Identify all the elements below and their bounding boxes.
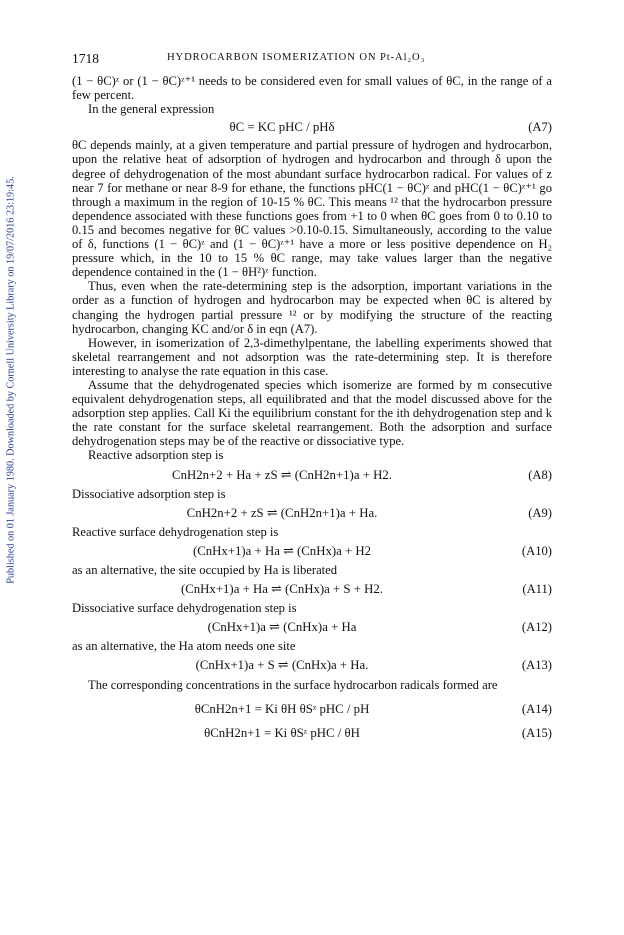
step-label: as an alternative, the site occupied by Ha is liberated	[72, 563, 338, 577]
step-label: Dissociative adsorption step is	[72, 486, 226, 501]
download-watermark	[0, 100, 22, 660]
step-label: Reactive adsorption step is	[88, 448, 224, 463]
paragraph: Thus, even when the rate-determining step is the adsorption, important variations in the order as a function of hydrogen and hydrocarbon may be expected when θC is altered by changing the hydrogen partial pressure ¹² or by modifying the structure of the reacting hydrocarbon, changing KC and/or δ in eqn (A7).	[72, 279, 552, 336]
step-label: Reactive surface dehydrogenation step is	[72, 524, 279, 539]
equation-number: (A12)	[521, 620, 552, 635]
paragraph: In the general expression	[88, 102, 215, 117]
equation-A7	[72, 120, 552, 134]
page-number: 1718	[72, 51, 99, 66]
equation-number: (A9)	[528, 505, 552, 520]
equation-number: (A10)	[521, 543, 552, 558]
equation-number: (A13)	[521, 658, 552, 673]
equation-body: θCnH2n+1 = Ki θSᶻ pHC / θH	[204, 725, 360, 740]
equation-body: θC = KC pHC / pHδ	[229, 120, 335, 135]
paragraph: Assume that the dehydrogenated species which isomerize are formed by m consecutive equivalent dehydrogenation steps, all equilibrated and that the model discussed above for the adsorption step applies. Call Ki the equilibrium constant for the ith dehydrogenation step and k the rate constant for the surface skeletal rearrangement. Both the adsorption and surface dehydrogenation steps may be of the reactive or dissociative type.	[72, 377, 552, 449]
article-body	[72, 74, 552, 750]
equation-body: θCnH2n+1 = Ki θH θSᶻ pHC / pH	[194, 701, 370, 716]
equation-number: (A11)	[522, 582, 552, 597]
equation-number: (A15)	[521, 725, 552, 740]
equation-body: (CnHx+1)a ⇌ (CnHx)a + Ha	[207, 620, 357, 635]
equation-A13	[72, 658, 552, 672]
step-label: Dissociative surface dehydrogenation step is	[72, 601, 297, 616]
paragraph: θC depends mainly, at a given temperature and partial pressure of hydrogen and hydrocarbon, upon the relative heat of adsorption of hydrogen and hydrocarbon and through δ upon the degree of dehydrogenation of the most abundant surface hydrocarbon radical. For values of z near 7 for methane or near 8-9 for ethane, the functions pHC(1 − θC)ᶻ and pHC(1 − θC)ᶻ⁺¹ go through a maximum in the region of 10-15 % θC. This means ¹² that the hydrocarbon pressure dependence associated with these functions goes from +1 to 0 when θC goes from 0 to 0.10 to 0.15 and becomes negative for θC values >0.10-0.15. Simultaneously, according to the value of δ, functions (1 − θC)ᶻ and (1 − θC)ᶻ⁺¹ have a more or less positive dependence on H₂ pressure which, in the 10 to 15 % θC range, may take values larger than the negative dependence contained in the (1 − θH²)ᶻ function.	[72, 138, 552, 280]
equation-A10	[72, 544, 552, 558]
equation-body: CnH2n+2 + zS ⇌ (CnH2n+1)a + Ha.	[186, 505, 378, 520]
page-header	[72, 51, 552, 67]
step-label: as an alternative, the Ha atom needs one site	[72, 639, 296, 654]
equation-body: CnH2n+2 + Ha + zS ⇌ (CnH2n+1)a + H2.	[172, 467, 392, 482]
equation-number: (A14)	[521, 701, 552, 716]
step-label: The corresponding concentrations in the surface hydrocarbon radicals formed are	[88, 677, 498, 692]
watermark-text: Published on 01 January 1980. Downloaded by Cornell University Library on 19/07/2016 23:19:45.	[5, 176, 17, 584]
equation-number: (A7)	[528, 120, 552, 135]
equation-A8	[72, 468, 552, 482]
equation-body: (CnHx+1)a + Ha ⇌ (CnHx)a + H2	[192, 543, 372, 558]
equation-A11	[72, 582, 552, 596]
paragraph: (1 − θC)ᶻ or (1 − θC)ᶻ⁺¹ needs to be considered even for small values of θC, in the range of a few percent.	[72, 74, 552, 103]
equation-body: (CnHx+1)a + Ha ⇌ (CnHx)a + S + H2.	[180, 582, 383, 597]
equation-body: (CnHx+1)a + S ⇌ (CnHx)a + Ha.	[195, 658, 369, 673]
equation-number: (A8)	[528, 467, 552, 482]
equation-A12	[72, 620, 552, 634]
equation-A15	[72, 726, 552, 740]
running-head: HYDROCARBON ISOMERIZATION ON Pt-Al₂O₃	[167, 52, 426, 63]
equation-A9	[72, 506, 552, 520]
paragraph: However, in isomerization of 2,3-dimethylpentane, the labelling experiments showed that skeletal rearrangement and not adsorption was the rate-determining step. It is therefore interesting to analyse the rate equation in this case.	[72, 335, 552, 378]
equation-A14	[72, 702, 552, 716]
